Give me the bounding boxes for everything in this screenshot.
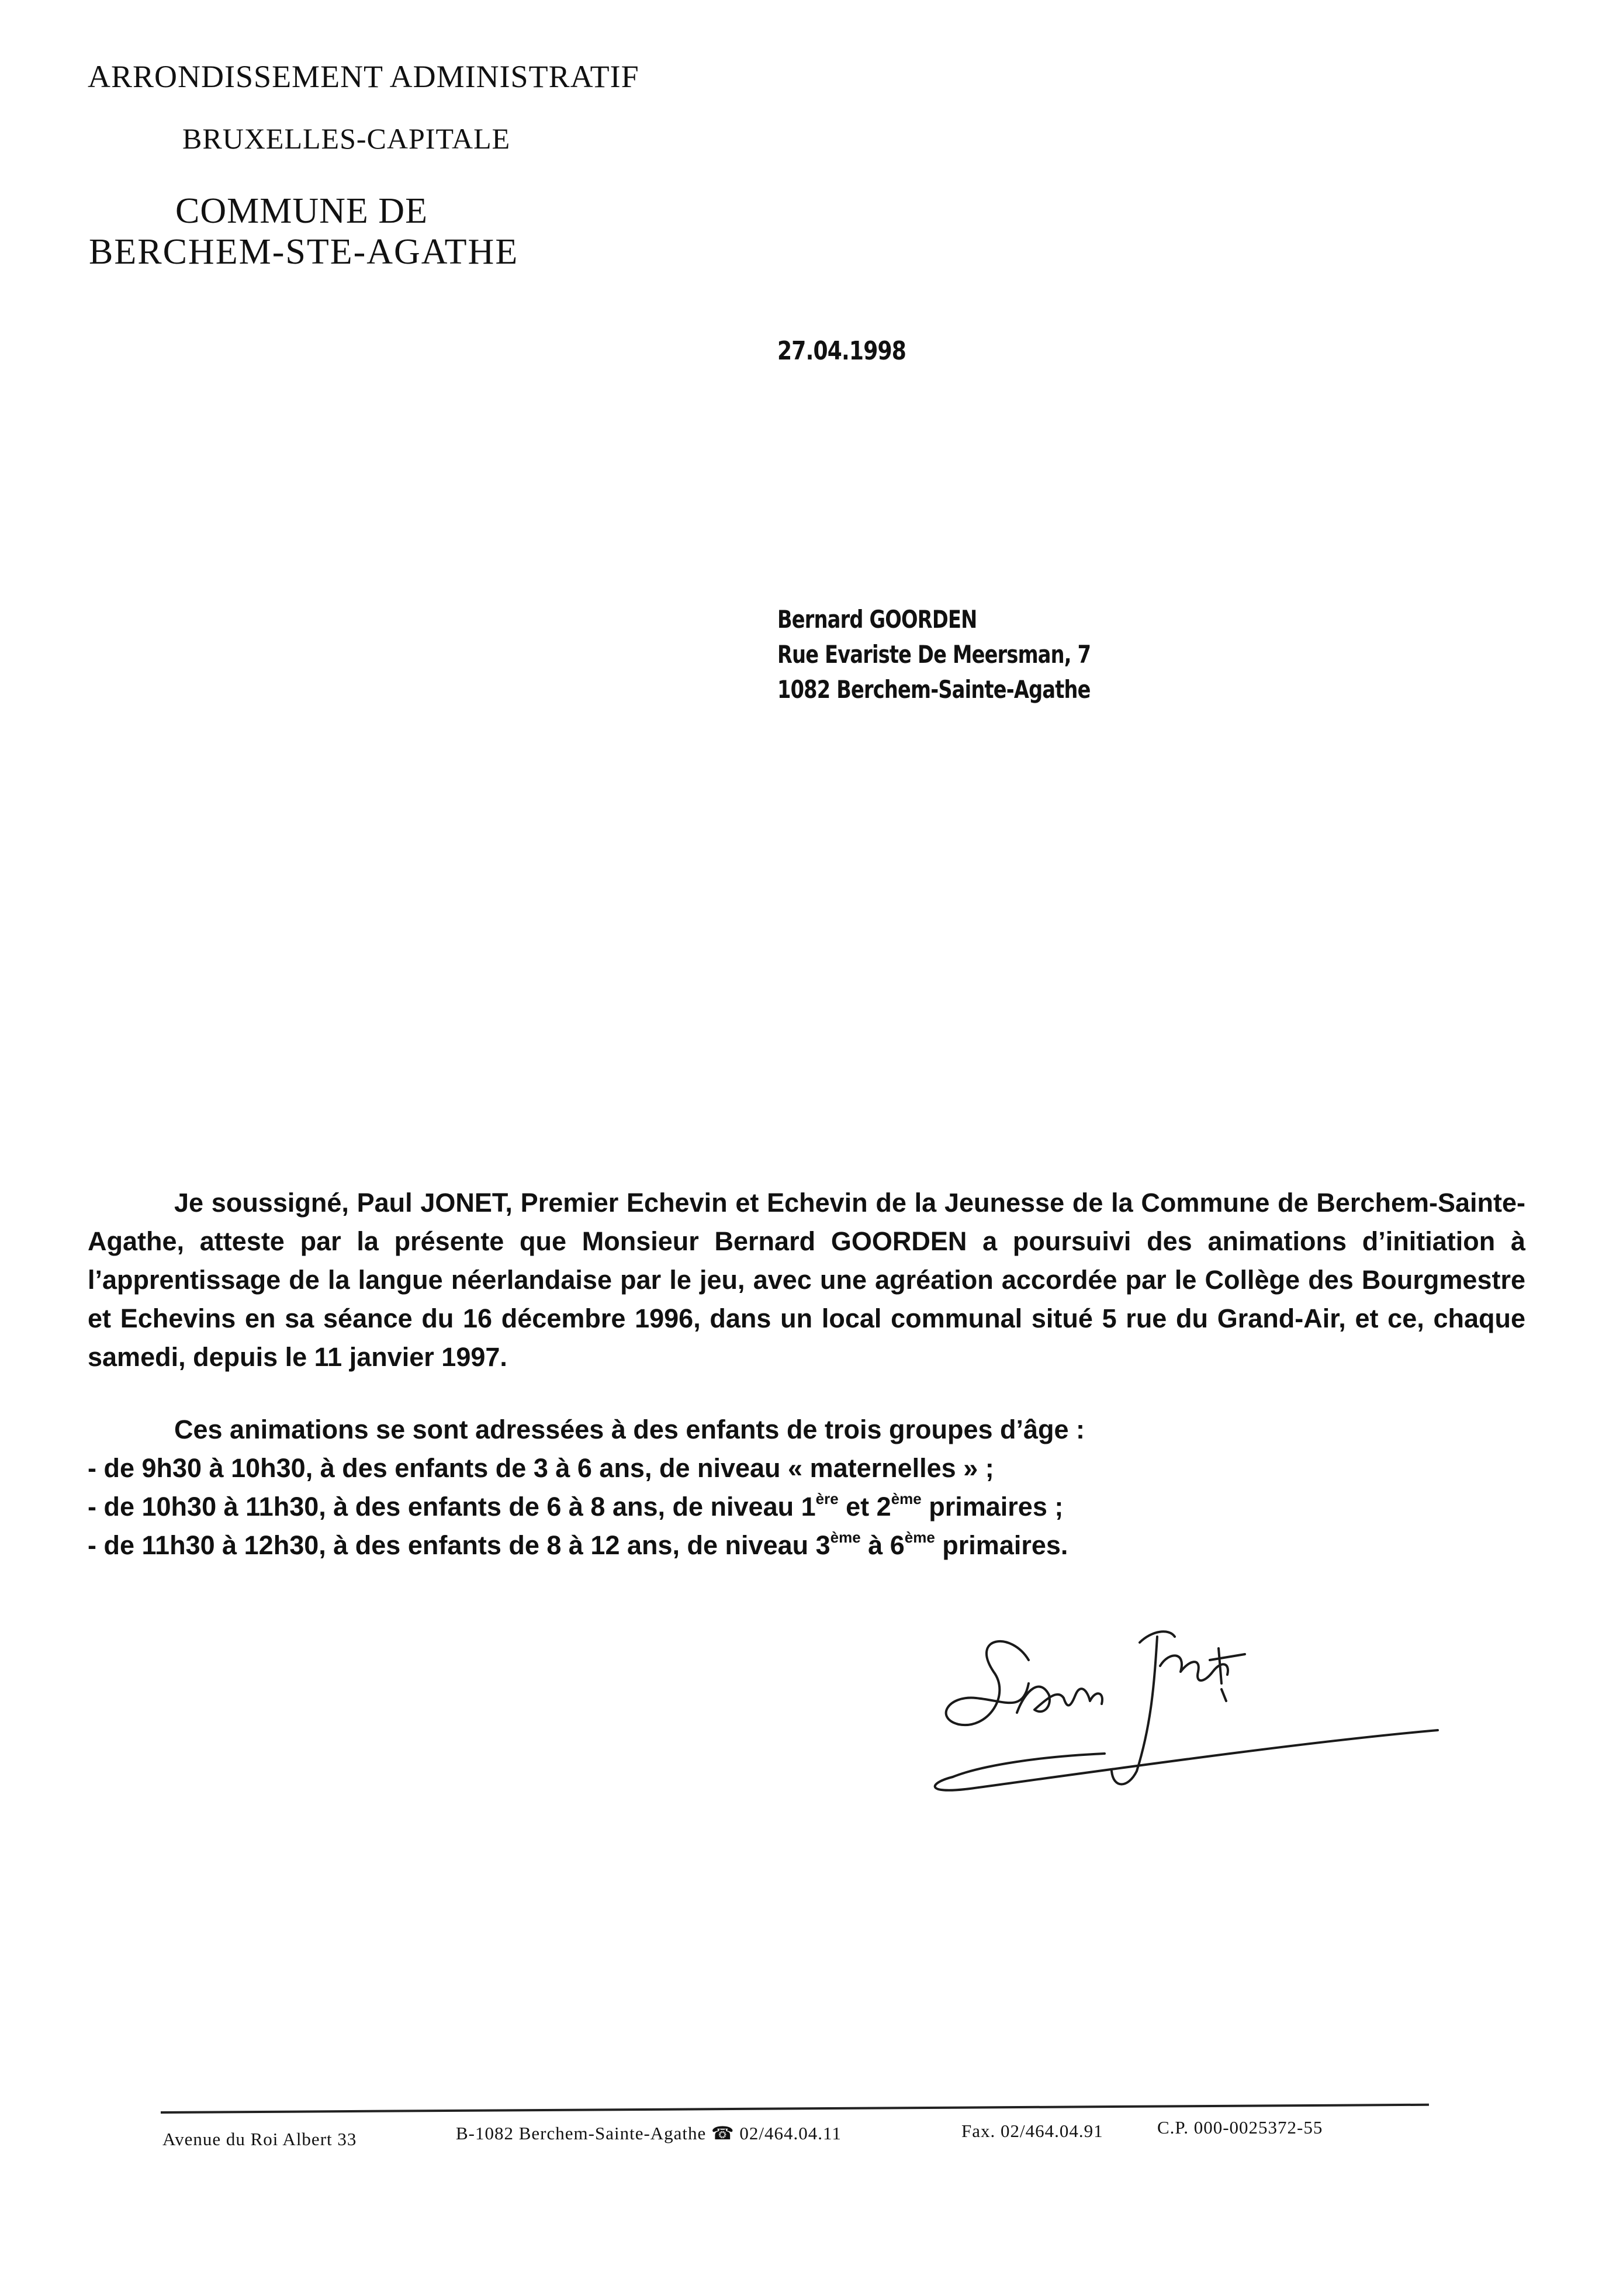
footer-fax: Fax. 02/464.04.91 (961, 2121, 1103, 2141)
item2-text-a: - de 10h30 à 11h30, à des enfants de 6 à 8 ans, de niveau 1 (88, 1492, 816, 1522)
attestation-text: Je soussigné, Paul JONET, Premier Echevin et Echevin de la Jeunesse de la Commune de Berchem-Sainte-Agathe, atteste par la présente que Monsieur Bernard GOORDEN a poursuivi des animations d’initiation à l’apprentissage de la langue néerlandaise par le jeu, avec une agréation accordée par le Collège des Bourgmestre et Echevins en sa séance du 16 décembre 1996, dans un local communal situé 5 rue du Grand-Air, et ce, chaque samedi, depuis le 11 janvier 1997. (88, 1188, 1525, 1372)
item3-text-c: primaires. (935, 1530, 1068, 1560)
recipient-city: 1082 Berchem-Sainte-Agathe (777, 675, 1091, 704)
footer-divider (161, 2104, 1429, 2114)
footer-address: Avenue du Roi Albert 33 (162, 2129, 357, 2149)
footer-city-phone: B-1082 Berchem-Sainte-Agathe ☎ 02/464.04.11 (456, 2123, 842, 2143)
item2-text-c: primaires ; (921, 1492, 1064, 1522)
header-arrondissement: ARRONDISSEMENT ADMINISTRATIF (88, 59, 639, 94)
header-commune-line1: COMMUNE DE (175, 191, 428, 231)
item3-sup-1: ème (830, 1529, 861, 1546)
item3-sup-2: ème (904, 1529, 935, 1546)
handwritten-signature (894, 1596, 1449, 1830)
footer-postal-account: C.P. 000-0025372-55 (1157, 2117, 1323, 2138)
age-group-item-1: - de 9h30 à 10h30, à des enfants de 3 à 6 ans, de niveau « maternelles » ; (88, 1453, 994, 1483)
age-group-item-2 (88, 1492, 1063, 1522)
age-group-item-3 (88, 1530, 1068, 1561)
recipient-name: Bernard GOORDEN (777, 605, 977, 634)
attestation-paragraph (88, 1184, 1525, 1377)
header-region: BRUXELLES-CAPITALE (182, 122, 511, 155)
letter-date: 27.04.1998 (777, 336, 906, 366)
item2-sup-2: ème (891, 1490, 922, 1507)
item3-text-b: à 6 (860, 1530, 905, 1560)
item2-sup-1: ère (815, 1490, 839, 1507)
item2-text-b: et 2 (838, 1492, 891, 1522)
header-commune-line2: BERCHEM-STE-AGATHE (89, 232, 519, 272)
item3-text-a: - de 11h30 à 12h30, à des enfants de 8 à 12 ans, de niveau 3 (88, 1530, 830, 1560)
age-groups-intro: Ces animations se sont adressées à des enfants de trois groupes d’âge : (174, 1415, 1085, 1444)
recipient-street: Rue Evariste De Meersman, 7 (777, 640, 1091, 669)
